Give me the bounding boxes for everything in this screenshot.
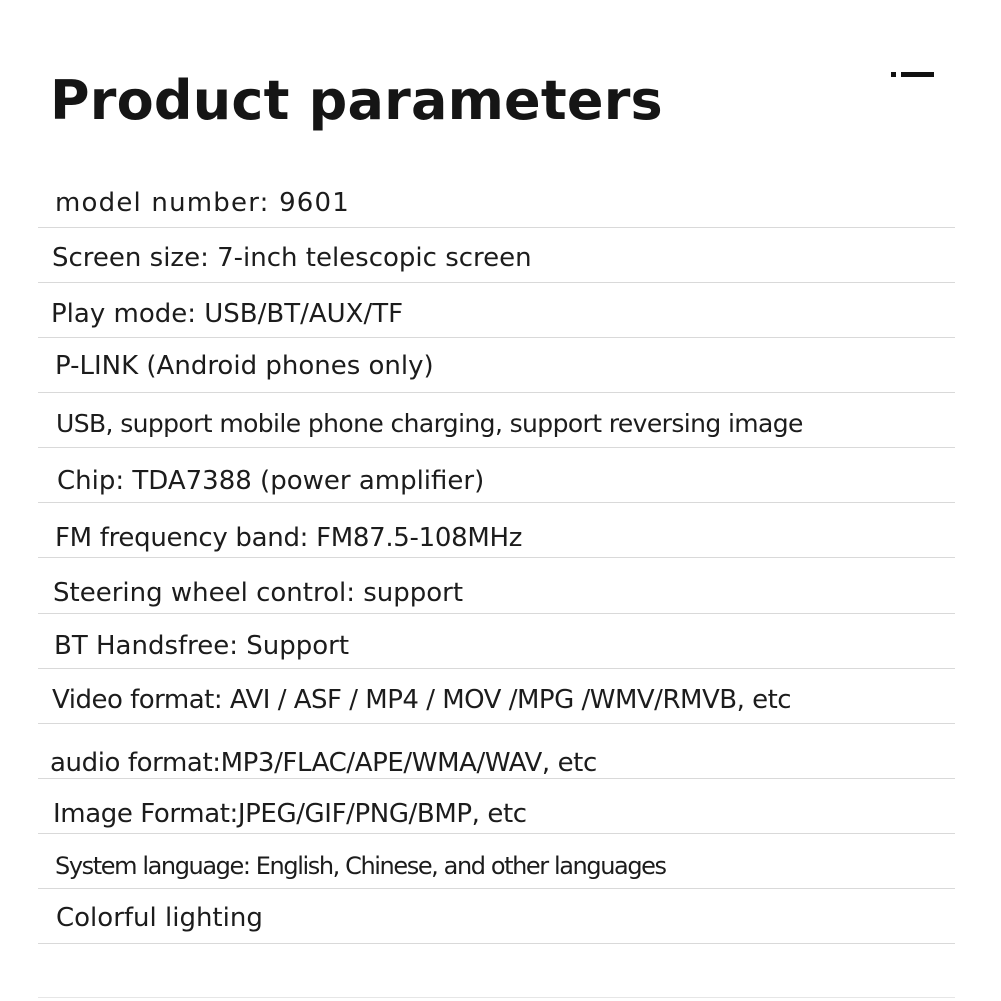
- divider: [38, 723, 955, 724]
- param-lighting: Colorful lighting: [56, 903, 263, 933]
- divider: [38, 557, 955, 558]
- param-fm-band: FM frequency band: FM87.5-108MHz: [55, 523, 523, 553]
- divider: [38, 668, 955, 669]
- divider: [38, 282, 955, 283]
- divider: [38, 502, 955, 503]
- param-system-language: System language: English, Chinese, and other languages: [55, 852, 666, 880]
- divider: [38, 227, 955, 228]
- divider: [38, 447, 955, 448]
- divider: [38, 613, 955, 614]
- param-model-number: model number: 9601: [55, 188, 351, 218]
- param-play-mode: Play mode: USB/BT/AUX/TF: [51, 299, 404, 329]
- param-video-format: Video format: AVI / ASF / MP4 / MOV /MPG /WMV/RMVB, etc: [52, 685, 792, 715]
- param-steering-wheel: Steering wheel control: support: [53, 578, 464, 608]
- param-audio-format: audio format:MP3/FLAC/APE/WMA/WAV, etc: [50, 748, 597, 778]
- divider: [38, 392, 955, 393]
- divider: [38, 778, 955, 779]
- divider: [38, 888, 955, 889]
- param-chip: Chip: TDA7388 (power amplifier): [57, 466, 485, 496]
- page-title: Product parameters: [50, 69, 663, 132]
- param-bt-handsfree: BT Handsfree: Support: [54, 631, 350, 661]
- divider: [38, 943, 955, 944]
- divider: [38, 833, 955, 834]
- param-screen-size: Screen size: 7-inch telescopic screen: [52, 243, 532, 273]
- param-usb: USB, support mobile phone charging, support reversing image: [56, 409, 803, 438]
- param-image-format: Image Format:JPEG/GIF/PNG/BMP, etc: [53, 799, 527, 829]
- param-p-link: P-LINK (Android phones only): [55, 351, 434, 381]
- divider: [38, 337, 955, 338]
- divider-bottom: [38, 997, 955, 998]
